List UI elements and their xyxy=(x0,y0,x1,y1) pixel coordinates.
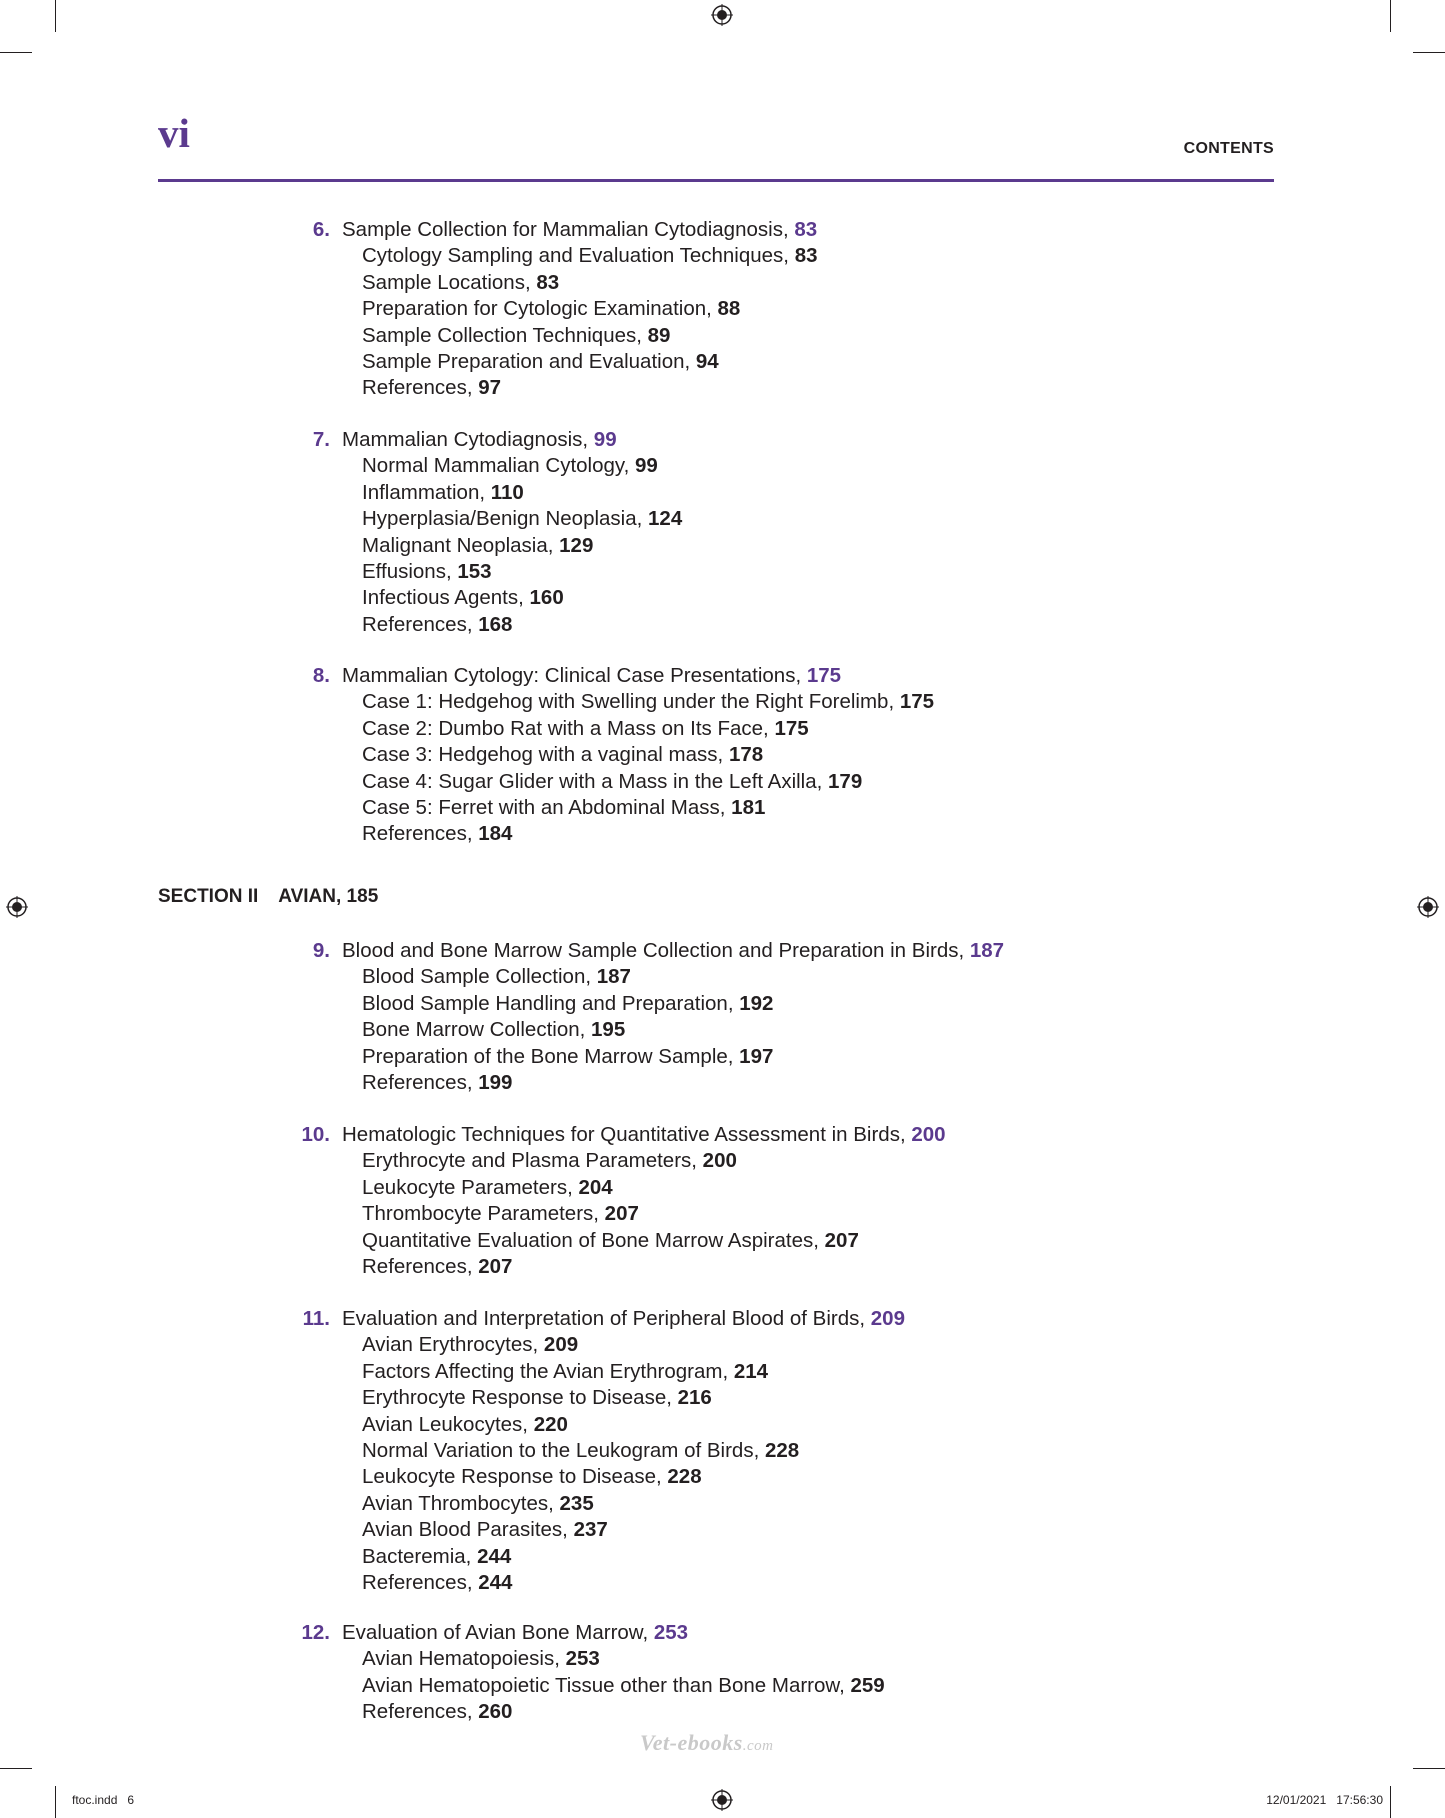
toc-subentry[interactable] xyxy=(280,1464,1180,1490)
subentry-page-number: 207 xyxy=(478,1255,513,1279)
crop-mark xyxy=(0,52,32,53)
subentry-page-number: 110 xyxy=(490,480,524,504)
subentry-title: References, xyxy=(362,1571,479,1595)
chapter-title-line[interactable] xyxy=(280,1306,1180,1332)
subentry-page-number: 195 xyxy=(591,1018,626,1042)
subentry-title: Avian Erythrocytes, xyxy=(362,1333,544,1357)
subentry-title: Cytology Sampling and Evaluation Techniques, xyxy=(362,244,795,268)
toc-subentry[interactable] xyxy=(280,1699,1180,1725)
subentry-page-number: 179 xyxy=(828,769,863,793)
toc-subentry[interactable] xyxy=(280,1254,1180,1280)
chapter-title: Evaluation of Avian Bone Marrow, xyxy=(342,1621,654,1644)
chapter-page-number: 253 xyxy=(653,1621,689,1644)
subentry-title: Sample Preparation and Evaluation, xyxy=(362,350,696,374)
subentry-title: Blood Sample Handling and Preparation, xyxy=(362,991,740,1015)
toc-subentry[interactable] xyxy=(280,349,1180,375)
chapter-page-number: 99 xyxy=(593,428,617,451)
chapter-title-line[interactable] xyxy=(280,217,1180,243)
toc-subentry[interactable] xyxy=(280,1673,1180,1699)
slug-timestamp: 12/01/2021 17:56:30 xyxy=(1266,1793,1383,1807)
toc-subentry[interactable] xyxy=(280,1228,1180,1254)
chapter-number: 11. xyxy=(302,1307,330,1330)
toc-subentry[interactable] xyxy=(280,769,1180,795)
crop-mark xyxy=(1390,0,1391,32)
subentry-title: Preparation of the Bone Marrow Sample, xyxy=(362,1044,740,1068)
running-head: CONTENTS xyxy=(1183,140,1274,157)
subentry-page-number: 175 xyxy=(774,716,809,740)
toc-subentry[interactable] xyxy=(280,716,1180,742)
subentry-page-number: 178 xyxy=(728,743,764,767)
subentry-page-number: 184 xyxy=(478,822,513,846)
subentry-page-number: 207 xyxy=(604,1202,639,1226)
subentry-title: Case 4: Sugar Glider with a Mass in the Left Axilla, xyxy=(362,769,829,793)
subentry-page-number: 207 xyxy=(824,1228,859,1252)
section-label: SECTION II xyxy=(158,886,259,907)
subentry-page-number: 228 xyxy=(764,1439,800,1463)
crop-mark xyxy=(55,0,56,32)
toc-subentry[interactable] xyxy=(280,585,1180,611)
toc-subentry[interactable] xyxy=(280,1359,1180,1385)
toc-subentry[interactable] xyxy=(280,506,1180,532)
subentry-page-number: 175 xyxy=(899,690,935,714)
chapter-title: Mammalian Cytodiagnosis, xyxy=(342,428,594,451)
subentry-page-number: 244 xyxy=(478,1571,513,1595)
subentry-title: Infectious Agents, xyxy=(362,586,530,610)
chapter-title-line[interactable] xyxy=(280,427,1180,453)
subentry-title: Avian Blood Parasites, xyxy=(362,1518,574,1542)
toc-subentry[interactable] xyxy=(280,296,1180,322)
subentry-page-number: 168 xyxy=(478,612,513,636)
toc-subentry[interactable] xyxy=(280,1175,1180,1201)
subentry-title: Effusions, xyxy=(362,560,458,584)
subentry-page-number: 253 xyxy=(565,1647,600,1671)
toc-subentry[interactable] xyxy=(280,612,1180,638)
registration-mark-icon xyxy=(1417,896,1439,918)
chapter-entry xyxy=(280,427,1180,638)
chapter-title: Blood and Bone Marrow Sample Collection and Preparation in Birds, xyxy=(342,939,970,962)
subentry-page-number: 129 xyxy=(559,533,594,557)
toc-subentry[interactable] xyxy=(280,1332,1180,1358)
toc-subentry[interactable] xyxy=(280,480,1180,506)
crop-mark xyxy=(0,1768,32,1769)
section-title: AVIAN, 185 xyxy=(278,886,379,907)
subentry-title: Case 3: Hedgehog with a vaginal mass, xyxy=(362,743,729,767)
subentry-title: Sample Collection Techniques, xyxy=(362,323,648,347)
chapter-page-number: 83 xyxy=(794,218,818,241)
chapter-title-line[interactable] xyxy=(280,1620,1180,1646)
subentry-page-number: 89 xyxy=(647,323,671,347)
toc-subentry[interactable] xyxy=(280,689,1180,715)
subentry-page-number: 197 xyxy=(739,1044,774,1068)
subentry-title: Quantitative Evaluation of Bone Marrow Aspirates, xyxy=(362,1228,825,1252)
registration-mark-icon xyxy=(711,4,733,26)
toc-subentry[interactable] xyxy=(280,243,1180,269)
subentry-page-number: 209 xyxy=(543,1333,579,1357)
toc-subentry[interactable] xyxy=(280,991,1180,1017)
subentry-page-number: 99 xyxy=(635,454,658,478)
toc-subentry[interactable] xyxy=(280,1544,1180,1570)
subentry-page-number: 124 xyxy=(648,507,683,531)
chapter-title: Sample Collection for Mammalian Cytodiagnosis, xyxy=(342,218,795,241)
subentry-title: Thrombocyte Parameters, xyxy=(362,1202,605,1226)
subentry-title: Erythrocyte and Plasma Parameters, xyxy=(362,1149,703,1173)
subentry-title: Factors Affecting the Avian Erythrogram, xyxy=(362,1359,734,1383)
subentry-title: Sample Locations, xyxy=(362,270,537,294)
subentry-page-number: 214 xyxy=(733,1359,769,1383)
subentry-page-number: 97 xyxy=(478,376,502,400)
toc-subentry[interactable] xyxy=(280,1517,1180,1543)
toc-subentry[interactable] xyxy=(280,964,1180,990)
crop-mark xyxy=(1413,52,1445,53)
toc-subentry[interactable] xyxy=(280,323,1180,349)
watermark-main: Vet-ebooks xyxy=(640,1730,743,1755)
subentry-title: Case 5: Ferret with an Abdominal Mass, xyxy=(362,796,732,820)
subentry-page-number: 187 xyxy=(596,965,631,989)
subentry-title: Leukocyte Response to Disease, xyxy=(362,1465,668,1489)
subentry-page-number: 235 xyxy=(559,1491,594,1515)
chapter-entry xyxy=(280,938,1180,1096)
subentry-page-number: 153 xyxy=(457,560,492,584)
chapter-title-line[interactable] xyxy=(280,1122,1180,1148)
subentry-title: Leukocyte Parameters, xyxy=(362,1175,579,1199)
slug-file: ftoc.indd 6 xyxy=(72,1793,135,1807)
crop-mark xyxy=(55,1786,56,1818)
subentry-title: Avian Leukocytes, xyxy=(362,1412,534,1436)
watermark xyxy=(640,1730,774,1756)
toc-subentry[interactable] xyxy=(280,270,1180,296)
chapter-page-number: 209 xyxy=(870,1307,905,1330)
chapter-entry xyxy=(280,1306,1180,1596)
chapter-title-line[interactable] xyxy=(280,663,1180,689)
chapter-title-line[interactable] xyxy=(280,938,1180,964)
toc-subentry[interactable] xyxy=(280,1570,1180,1596)
toc-subentry[interactable] xyxy=(280,559,1180,585)
toc-subentry[interactable] xyxy=(280,1646,1180,1672)
subentry-page-number: 94 xyxy=(695,350,719,374)
toc-subentry[interactable] xyxy=(280,533,1180,559)
toc-subentry[interactable] xyxy=(280,1201,1180,1227)
chapter-number: 12. xyxy=(301,1621,330,1644)
chapter-number: 7. xyxy=(312,428,330,451)
page-number: vi xyxy=(158,110,190,156)
subentry-page-number: 228 xyxy=(667,1465,702,1489)
subentry-title: Case 1: Hedgehog with Swelling under the Right Forelimb, xyxy=(362,690,900,714)
chapter-entry xyxy=(280,1620,1180,1726)
subentry-title: Avian Hematopoietic Tissue other than Bone Marrow, xyxy=(362,1673,851,1697)
crop-mark xyxy=(1413,1768,1445,1769)
chapter-page-number: 175 xyxy=(806,664,842,687)
subentry-page-number: 192 xyxy=(739,991,774,1015)
subentry-title: Erythrocyte Response to Disease, xyxy=(362,1386,678,1410)
chapter-number: 9. xyxy=(312,939,330,962)
toc-subentry[interactable] xyxy=(280,1491,1180,1517)
subentry-page-number: 83 xyxy=(794,244,818,268)
toc-subentry[interactable] xyxy=(280,1148,1180,1174)
subentry-page-number: 244 xyxy=(477,1544,512,1568)
subentry-title: Preparation for Cytologic Examination, xyxy=(362,297,718,321)
subentry-page-number: 200 xyxy=(702,1149,737,1173)
chapter-number: 10. xyxy=(301,1123,330,1146)
toc-subentry[interactable] xyxy=(280,375,1180,401)
subentry-page-number: 216 xyxy=(677,1386,712,1410)
chapter-title: Mammalian Cytology: Clinical Case Presentations, xyxy=(342,664,807,687)
toc-subentry[interactable] xyxy=(280,821,1180,847)
chapter-entry xyxy=(280,663,1180,848)
toc-subentry[interactable] xyxy=(280,1017,1180,1043)
subentry-title: Avian Hematopoiesis, xyxy=(362,1647,566,1671)
subentry-title: References, xyxy=(362,376,479,400)
chapter-number: 6. xyxy=(312,218,330,241)
subentry-title: References, xyxy=(362,1071,479,1095)
subentry-title: Bone Marrow Collection, xyxy=(362,1018,592,1042)
subentry-page-number: 260 xyxy=(478,1700,513,1724)
subentry-page-number: 181 xyxy=(731,796,766,820)
crop-mark xyxy=(1390,1786,1391,1818)
subentry-page-number: 88 xyxy=(717,297,741,321)
subentry-title: References, xyxy=(362,822,479,846)
subentry-title: References, xyxy=(362,612,479,636)
subentry-title: References, xyxy=(362,1700,479,1724)
chapter-page-number: 187 xyxy=(969,939,1005,962)
subentry-title: Case 2: Dumbo Rat with a Mass on Its Face, xyxy=(362,716,775,740)
subentry-page-number: 83 xyxy=(536,270,560,294)
subentry-title: Normal Mammalian Cytology, xyxy=(362,454,636,478)
subentry-page-number: 204 xyxy=(578,1175,613,1199)
subentry-title: Avian Thrombocytes, xyxy=(362,1491,560,1515)
subentry-title: Normal Variation to the Leukogram of Birds, xyxy=(362,1439,765,1463)
chapter-entry xyxy=(280,217,1180,402)
registration-mark-icon xyxy=(6,896,28,918)
subentry-page-number: 259 xyxy=(850,1673,885,1697)
subentry-page-number: 237 xyxy=(573,1518,608,1542)
toc-subentry[interactable] xyxy=(280,453,1180,479)
chapter-title: Hematologic Techniques for Quantitative Assessment in Birds, xyxy=(342,1123,912,1146)
subentry-title: References, xyxy=(362,1255,479,1279)
watermark-suffix: .com xyxy=(742,1738,774,1754)
section-heading xyxy=(158,886,378,908)
chapter-entry xyxy=(280,1122,1180,1280)
subentry-page-number: 160 xyxy=(529,586,564,610)
subentry-title: Blood Sample Collection, xyxy=(362,965,597,989)
chapter-page-number: 200 xyxy=(911,1123,946,1146)
toc-subentry[interactable] xyxy=(280,1438,1180,1464)
subentry-page-number: 199 xyxy=(478,1071,513,1095)
toc-subentry[interactable] xyxy=(280,1385,1180,1411)
toc-subentry[interactable] xyxy=(280,742,1180,768)
header-rule xyxy=(158,179,1274,182)
chapter-title: Evaluation and Interpretation of Peripheral Blood of Birds, xyxy=(342,1307,871,1330)
subentry-page-number: 220 xyxy=(533,1412,568,1436)
subentry-title: Malignant Neoplasia, xyxy=(362,533,560,557)
toc-subentry[interactable] xyxy=(280,1044,1180,1070)
toc-subentry[interactable] xyxy=(280,1412,1180,1438)
registration-mark-icon xyxy=(711,1789,733,1811)
toc-subentry[interactable] xyxy=(280,795,1180,821)
subentry-title: Inflammation, xyxy=(362,480,491,504)
chapter-number: 8. xyxy=(312,664,330,687)
subentry-title: Bacteremia, xyxy=(362,1544,478,1568)
toc-subentry[interactable] xyxy=(280,1070,1180,1096)
subentry-title: Hyperplasia/Benign Neoplasia, xyxy=(362,507,649,531)
